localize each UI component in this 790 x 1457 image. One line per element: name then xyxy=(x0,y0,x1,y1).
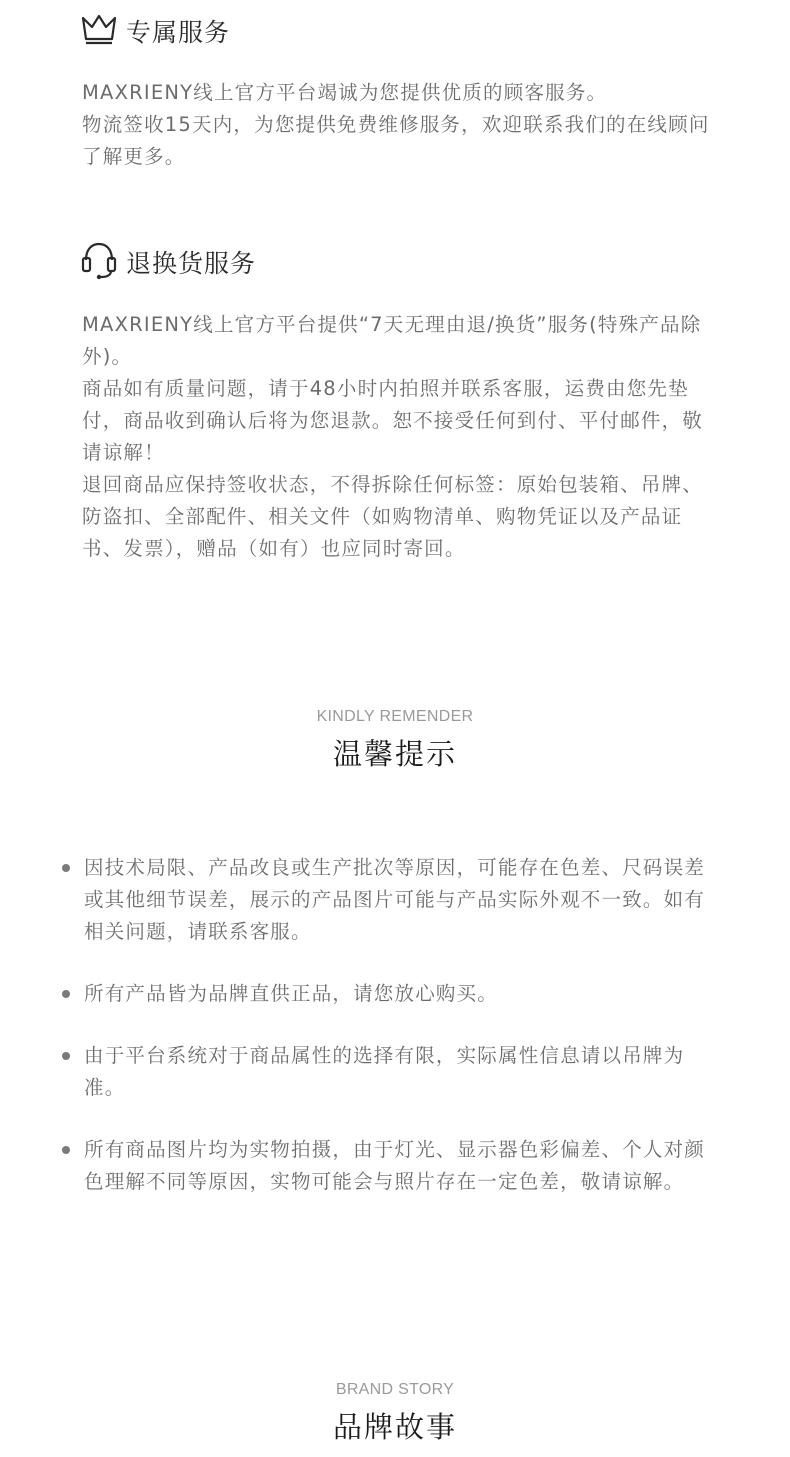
reminder-item xyxy=(62,1134,722,1198)
bullet-dot-icon xyxy=(62,1052,70,1060)
brand-story-heading xyxy=(0,1381,790,1446)
headset-icon xyxy=(80,240,118,284)
return-service-header xyxy=(80,240,256,284)
reminder-item-text: 所有商品图片均为实物拍摄，由于灯光、显示器色彩偏差、个人对颜色理解不同等原因，实物可能会与照片存在一定色差，敬请谅解。 xyxy=(84,1138,706,1193)
crown-icon xyxy=(80,12,118,50)
reminder-heading xyxy=(0,708,790,773)
reminder-item xyxy=(62,852,722,948)
brand-story-subtitle-en: BRAND STORY xyxy=(335,1381,455,1398)
return-service-paragraph: MAXRIENY线上官方平台提供“7天无理由退/换货”服务(特殊产品除外)。 xyxy=(82,313,702,368)
bullet-dot-icon xyxy=(62,864,70,872)
reminder-item-text: 由于平台系统对于商品属性的选择有限，实际属性信息请以吊牌为准。 xyxy=(84,1044,685,1099)
reminder-item-text: 所有产品皆为品牌直供正品，请您放心购买。 xyxy=(84,982,499,1005)
exclusive-service-text xyxy=(82,77,722,173)
return-service-text xyxy=(82,309,722,565)
exclusive-service-title: 专属服务 xyxy=(126,18,231,47)
reminder-item xyxy=(62,978,722,1010)
return-service-title: 退换货服务 xyxy=(126,249,257,278)
reminder-list xyxy=(62,852,722,1198)
bullet-dot-icon xyxy=(62,1146,70,1154)
reminder-item xyxy=(62,1040,722,1104)
reminder-subtitle-en: KINDLY REMENDER xyxy=(316,708,474,725)
brand-story-title: 品牌故事 xyxy=(332,1410,457,1444)
exclusive-service-paragraph: MAXRIENY线上官方平台竭诚为您提供优质的顾客服务。 xyxy=(82,81,608,104)
reminder-item-text: 因技术局限、产品改良或生产批次等原因，可能存在色差、尺码误差或其他细节误差，展示的产品图片可能与产品实际外观不一致。如有相关问题，请联系客服。 xyxy=(84,856,706,943)
exclusive-service-paragraph: 物流签收15天内，为您提供免费维修服务，欢迎联系我们的在线顾问了解更多。 xyxy=(82,113,710,168)
return-service-paragraph: 退回商品应保持签收状态，不得拆除任何标签：原始包装箱、吊牌、防盗扣、全部配件、相关文件（如购物清单、购物凭证以及产品证书、发票），赠品（如有）也应同时寄回。 xyxy=(82,473,704,560)
return-service-paragraph: 商品如有质量问题，请于48小时内拍照并联系客服，运费由您先垫付，商品收到确认后将为您退款。恕不接受任何到付、平付邮件，敬请谅解！ xyxy=(82,377,704,464)
bullet-dot-icon xyxy=(62,990,70,998)
reminder-title: 温馨提示 xyxy=(332,737,457,771)
exclusive-service-header xyxy=(80,12,230,50)
